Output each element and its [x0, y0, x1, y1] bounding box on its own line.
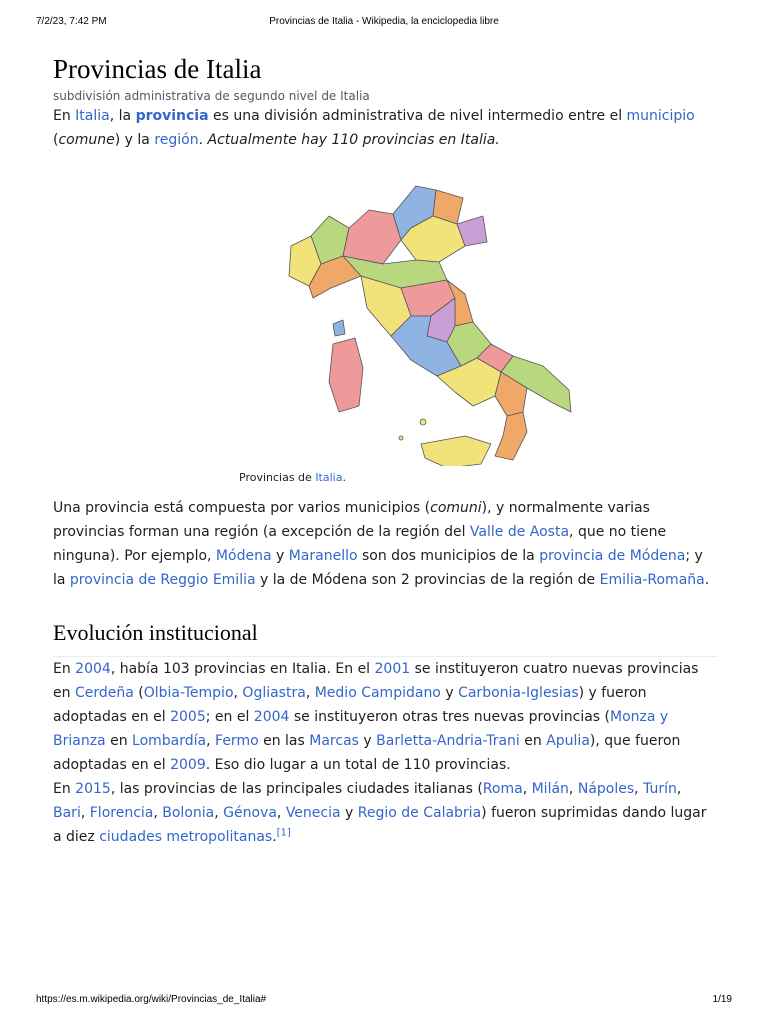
link-ciudades-metropolitanas[interactable]: ciudades metropolitanas: [99, 829, 273, 845]
link-2004-b[interactable]: 2004: [253, 709, 290, 725]
section-heading-evolucion: Evolución institucional: [53, 618, 717, 657]
text: ), que fueron adoptadas en el: [53, 733, 681, 773]
caption-link-italia[interactable]: Italia: [315, 471, 343, 484]
text: es una división administrativa de nivel intermedio entre el: [208, 108, 627, 124]
text: se instituyeron otras tres nuevas provincias (: [289, 709, 610, 725]
text: y: [358, 733, 377, 749]
page-title: Provincias de Italia: [53, 54, 262, 84]
reference-link[interactable]: [1]: [276, 827, 291, 839]
link-roma[interactable]: Roma: [482, 781, 523, 797]
text: en: [519, 733, 547, 749]
link-barletta-andria-trani[interactable]: Barletta-Andria-Trani: [376, 733, 520, 749]
text: , las provincias de las principales ciudades italianas (: [110, 781, 483, 797]
link-provincia-de-modena[interactable]: provincia de Módena: [539, 548, 686, 564]
link-carbonia-iglesias[interactable]: Carbonia-Iglesias: [458, 685, 579, 701]
text: ,: [214, 805, 224, 821]
text: (: [53, 132, 59, 148]
print-footer: [0, 994, 768, 1008]
link-fermo[interactable]: Fermo: [215, 733, 259, 749]
link-provincia-de-reggio-emilia[interactable]: provincia de Reggio Emilia: [69, 572, 256, 588]
link-milan[interactable]: Milán: [531, 781, 569, 797]
text: En: [53, 108, 76, 124]
text: . Eso dio lugar a un total de 110 provincias.: [205, 757, 511, 773]
italic-comune: comune: [58, 132, 115, 148]
link-region[interactable]: región: [154, 132, 199, 148]
italic-summary: Actualmente hay 110 provincias en Italia.: [207, 132, 500, 148]
text: (: [133, 685, 144, 701]
article-content: [53, 52, 717, 849]
link-emilia-romana[interactable]: Emilia-Romaña: [599, 572, 705, 588]
print-header: [0, 16, 768, 30]
link-2005[interactable]: 2005: [170, 709, 206, 725]
map-figure: [53, 166, 717, 496]
text: ) y fueron adoptadas en el: [53, 685, 647, 725]
link-ogliastra[interactable]: Ogliastra: [242, 685, 306, 701]
text: , había 103 provincias en Italia. En el: [110, 661, 375, 677]
text: ,: [634, 781, 644, 797]
paragraph-metropolitan: [53, 777, 717, 849]
print-title: Provincias de Italia - Wikipedia, la enciclopedia libre: [269, 16, 499, 27]
paragraph-history: [53, 657, 717, 777]
link-2009[interactable]: 2009: [170, 757, 206, 773]
link-municipio[interactable]: municipio: [626, 108, 695, 124]
link-apulia[interactable]: Apulia: [546, 733, 590, 749]
caption-end: .: [342, 471, 346, 484]
text: ,: [568, 781, 578, 797]
link-cerdena[interactable]: Cerdeña: [74, 685, 134, 701]
text: ,: [206, 733, 216, 749]
text: ,: [676, 781, 682, 797]
text: ,: [153, 805, 163, 821]
page-subtitle: subdivisión administrativa de segundo nivel de Italia: [53, 89, 370, 103]
link-2004[interactable]: 2004: [75, 661, 111, 677]
text: ,: [233, 685, 243, 701]
text: y: [271, 548, 289, 564]
link-2001[interactable]: 2001: [374, 661, 411, 677]
text: ) fueron suprimidas dando lugar a diez: [53, 805, 707, 845]
print-date: 7/2/23, 7:42 PM: [36, 16, 107, 27]
text: .: [272, 829, 277, 845]
text: ,: [522, 781, 532, 797]
calabria-region: [495, 412, 527, 460]
link-modena[interactable]: Módena: [215, 548, 272, 564]
text: se instituyeron cuatro nuevas provincias en: [53, 661, 699, 701]
text: en: [105, 733, 133, 749]
paragraph-composition: [53, 496, 717, 592]
text: ; y la: [53, 548, 703, 588]
link-valle-de-aosta[interactable]: Valle de Aosta: [469, 524, 570, 540]
intro-paragraph: [53, 104, 717, 152]
text: En: [53, 781, 76, 797]
text: Una provincia está compuesta por varios municipios (: [53, 500, 431, 516]
text: y: [440, 685, 459, 701]
link-marcas[interactable]: Marcas: [309, 733, 359, 749]
link-napoles[interactable]: Nápoles: [577, 781, 635, 797]
text: ,: [305, 685, 315, 701]
text: y: [340, 805, 358, 821]
text: En: [53, 661, 76, 677]
print-url: https://es.m.wikipedia.org/wiki/Provincias_de_Italia#: [36, 994, 267, 1005]
text: , que no tiene ninguna). Por ejemplo,: [53, 524, 667, 564]
link-regio-de-calabria[interactable]: Regio de Calabria: [357, 805, 482, 821]
link-monza-y-brianza[interactable]: Monza y Brianza: [53, 709, 669, 749]
text: ,: [80, 805, 90, 821]
italy-provinces-map[interactable]: [251, 176, 581, 466]
link-provincia[interactable]: provincia: [135, 108, 209, 124]
link-florencia[interactable]: Florencia: [89, 805, 154, 821]
text: .: [198, 132, 208, 148]
link-medio-campidano[interactable]: Medio Campidano: [314, 685, 441, 701]
link-lombardia[interactable]: Lombardía: [132, 733, 207, 749]
italic-comuni: comuni: [430, 500, 482, 516]
link-italia[interactable]: Italia: [75, 108, 110, 124]
figure-caption: [239, 471, 346, 484]
lombardy-region: [343, 210, 401, 264]
link-olbia-tempio[interactable]: Olbia-Tempio: [143, 685, 234, 701]
text: ) y la: [114, 132, 155, 148]
link-bari[interactable]: Bari: [53, 805, 81, 821]
link-turin[interactable]: Turín: [643, 781, 677, 797]
sicily-region: [421, 436, 491, 466]
caption-text: Provincias de: [239, 471, 316, 484]
sardinia-region: [329, 338, 363, 412]
text: son dos municipios de la: [357, 548, 540, 564]
text: ), y normalmente varias provincias forman una región (a excepción de la región del: [53, 500, 650, 540]
link-2015[interactable]: 2015: [75, 781, 111, 797]
link-genova[interactable]: Génova: [223, 805, 277, 821]
corsica-region: [333, 320, 345, 336]
text: ,: [276, 805, 286, 821]
text: y la de Módena son 2 provincias de la región de: [255, 572, 600, 588]
link-venecia[interactable]: Venecia: [285, 805, 341, 821]
text: en las: [258, 733, 310, 749]
text: , la: [109, 108, 136, 124]
link-bolonia[interactable]: Bolonia: [162, 805, 215, 821]
text: .: [704, 572, 710, 588]
link-maranello[interactable]: Maranello: [288, 548, 358, 564]
text: ; en el: [205, 709, 254, 725]
island-marker-2: [399, 436, 403, 440]
island-marker-0: [420, 419, 426, 425]
print-page-number: 1/19: [712, 994, 732, 1005]
